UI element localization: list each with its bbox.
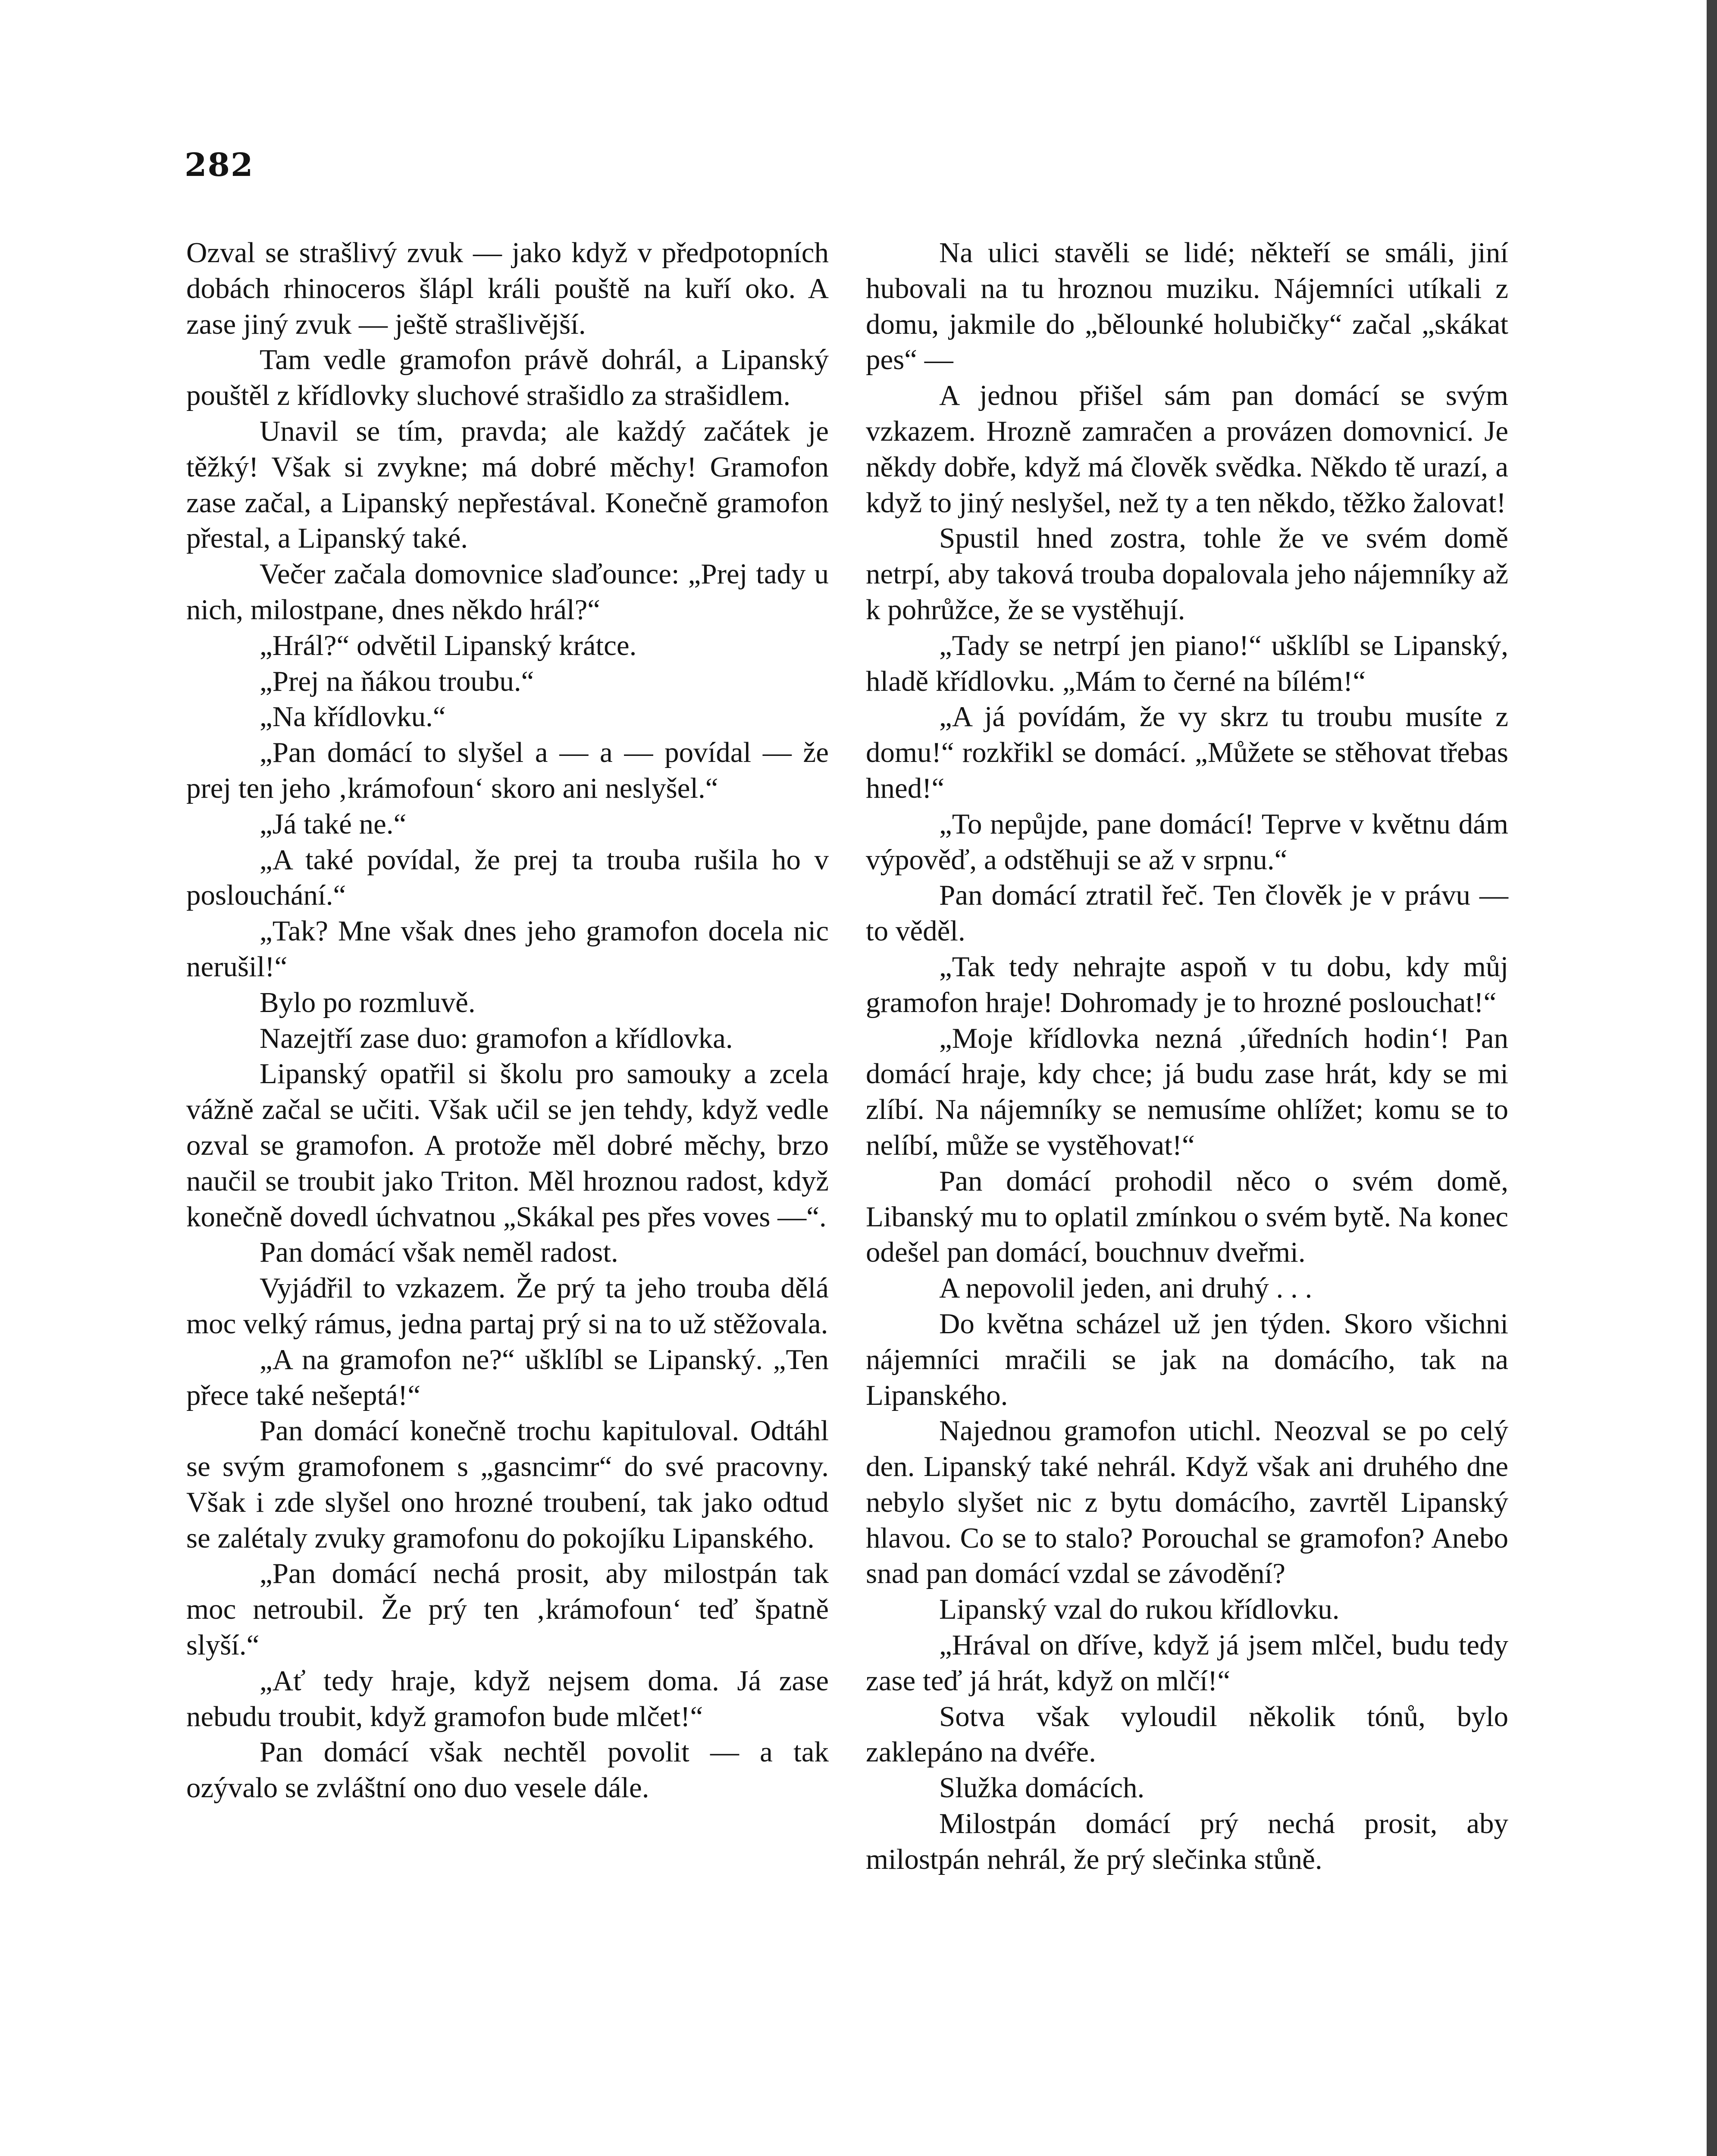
paragraph: „A já povídám, že vy skrz tu troubu musíte z domu!“ rozkřikl se domácí. „Můžete se stěhovat třebas hned!“	[866, 701, 1508, 804]
paragraph: Ozval se strašlivý zvuk — jako když v předpotopních dobách rhinoceros šlápl králi pouště na kuří oko. A zase jiný zvuk — ještě strašlivější.	[186, 237, 829, 340]
right-text-column	[866, 235, 1508, 1877]
paragraph: „Ať tedy hraje, když nejsem doma. Já zase nebudu troubit, když gramofon bude mlčet!“	[186, 1664, 829, 1733]
paragraph: A jednou přišel sám pan domácí se svým vzkazem. Hrozně zamračen a provázen domovnicí. Je někdy dobře, když má člověk svědka. Někdo tě urazí, a když to jiný neslyšel, než ty a ten někdo, těžko žalovat!	[866, 379, 1508, 519]
scan-edge-mark	[1707, 0, 1717, 2156]
paragraph: Pan domácí však nechtěl povolit — a tak ozývalo se zvláštní ono duo vesele dále.	[186, 1736, 829, 1804]
paragraph: „A také povídal, že prej ta trouba rušila ho v poslouchání.“	[186, 843, 829, 912]
paragraph: „Tady se netrpí jen piano!“ ušklíbl se Lipanský, hladě křídlovku. „Mám to černé na bílém!“	[866, 629, 1508, 697]
page-number: 282	[185, 147, 254, 184]
paragraph: „Pan domácí nechá prosit, aby milostpán tak moc netroubil. Že prý ten ‚krámofoun‘ teď špatně slyší.“	[186, 1557, 829, 1661]
paragraph: Sotva však vyloudil několik tónů, bylo zaklepáno na dvéře.	[866, 1700, 1508, 1768]
paragraph: „Hrál?“ odvětil Lipanský krátce.	[260, 629, 637, 661]
paragraph: „Hrával on dříve, když já jsem mlčel, budu tedy zase teď já hrát, když on mlčí!“	[866, 1629, 1508, 1697]
paragraph: Pan domácí však neměl radost.	[260, 1236, 618, 1269]
left-text-column	[186, 235, 829, 1806]
paragraph: „Pan domácí to slyšel a — a — povídal — že prej ten jeho ‚krámofoun‘ skoro ani neslyšel.“	[186, 736, 829, 804]
paragraph: Pan domácí prohodil něco o svém domě, Libanský mu to oplatil zmínkou o svém bytě. Na konec odešel pan domácí, bouchnuv dveřmi.	[866, 1165, 1508, 1269]
paragraph: „Tak? Mne však dnes jeho gramofon docela nic nerušil!“	[186, 915, 829, 983]
paragraph: Služka domácích.	[939, 1772, 1145, 1804]
paragraph: Nazejtří zase duo: gramofon a křídlovka.	[260, 1022, 733, 1054]
paragraph: Najednou gramofon utichl. Neozval se po celý den. Lipanský také nehrál. Když však ani druhého dne nebylo slyšet nic z bytu domácího, zavrtěl Lipanský hlavou. Co se to stalo? Porouchal se gramofon? Anebo snad pan domácí vzdal se závodění?	[866, 1415, 1508, 1590]
paragraph: „Tak tedy nehrajte aspoň v tu dobu, kdy můj gramofon hraje! Dohromady je to hrozné poslouchat!“	[866, 950, 1508, 1018]
paragraph: Pan domácí ztratil řeč. Ten člověk je v právu — to věděl.	[866, 879, 1508, 947]
paragraph: Do května scházel už jen týden. Skoro všichni nájemníci mračili se jak na domácího, tak na Lipanského.	[866, 1307, 1508, 1411]
paragraph: Bylo po rozmluvě.	[260, 986, 476, 1018]
paragraph: „Já také ne.“	[260, 808, 407, 840]
paragraph: Unavil se tím, pravda; ale každý začátek je těžký! Však si zvykne; má dobré měchy! Gramofon zase začal, a Lipanský nepřestával. Konečně gramofon přestal, a Lipanský také.	[186, 415, 829, 555]
paragraph: Lipanský opatřil si školu pro samouky a zcela vážně začal se učiti. Však učil se jen tehdy, když vedle ozval se gramofon. A protože měl dobré měchy, brzo naučil se troubit jako Triton. Měl hroznou radost, když konečně dovedl úchvatnou „Skákal pes přes voves —“.	[186, 1058, 829, 1233]
paragraph: „Na křídlovku.“	[260, 701, 446, 733]
paragraph: Na ulici stavěli se lidé; někteří se smáli, jiní hubovali na tu hroznou muziku. Nájemníci utíkali z domu, jakmile do „bělounké holubičky“ začal „skákat pes“ —	[866, 237, 1508, 376]
paragraph: Milostpán domácí prý nechá prosit, aby milostpán nehrál, že prý slečinka stůně.	[866, 1808, 1508, 1875]
paragraph: Spustil hned zostra, tohle že ve svém domě netrpí, aby taková trouba dopalovala jeho nájemníky až k pohrůžce, že se vystěhují.	[866, 522, 1508, 626]
paragraph: Lipanský vzal do rukou křídlovku.	[939, 1593, 1340, 1626]
paragraph: Vyjádřil to vzkazem. Že prý ta jeho trouba dělá moc velký rámus, jedna partaj prý si na to už stěžovala.	[186, 1272, 829, 1340]
paragraph: „A na gramofon ne?“ ušklíbl se Lipanský. „Ten přece také nešeptá!“	[186, 1343, 829, 1411]
paragraph: Pan domácí konečně trochu kapituloval. Odtáhl se svým gramofonem s „gasncimr“ do své pracovny. Však i zde slyšel ono hrozné troubení, tak jako odtud se zalétaly zvuky gramofonu do pokojíku Lipanského.	[186, 1415, 829, 1554]
paragraph: Večer začala domovnice slaďounce: „Prej tady u nich, milostpane, dnes někdo hrál?“	[186, 558, 829, 626]
paragraph: Tam vedle gramofon právě dohrál, a Lipanský pouštěl z křídlovky sluchové strašidlo za strašidlem.	[186, 344, 829, 412]
paragraph: „Moje křídlovka nezná ‚úředních hodin‘! Pan domácí hraje, kdy chce; já budu zase hrát, kdy se mi zlíbí. Na nájemníky se nemusíme ohlížet; komu se to nelíbí, může se vystěhovat!“	[866, 1022, 1508, 1161]
paragraph: „Prej na ňákou troubu.“	[260, 665, 534, 697]
paragraph: „To nepůjde, pane domácí! Teprve v květnu dám výpověď, a odstěhuji se až v srpnu.“	[866, 808, 1508, 876]
paragraph: A nepovolil jeden, ani druhý . . .	[939, 1272, 1313, 1304]
